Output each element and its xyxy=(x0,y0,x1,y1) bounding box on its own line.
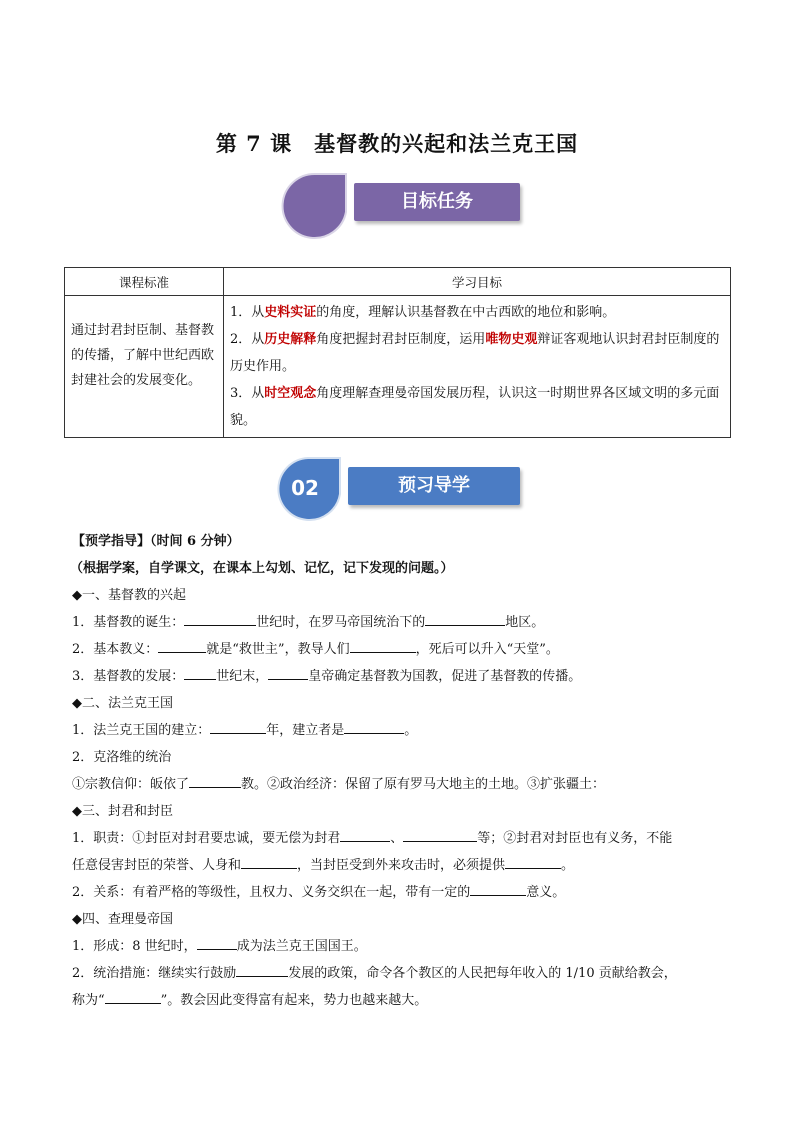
s1-line-2: 2．基本教义： 就是“救世主”，教导人们 ，死后可以升入“天堂”。 xyxy=(72,636,732,663)
s3-line-2: 任意侵害封臣的荣誉、人身和 ，当封臣受到外来攻击时，必须提供 。 xyxy=(72,852,732,879)
banner-preview-circle xyxy=(272,456,344,522)
section-2-heading: ◆二、法兰克王国 xyxy=(72,696,173,711)
fill-blank[interactable] xyxy=(470,881,526,896)
objectives-table xyxy=(64,267,731,438)
section-1-heading: ◆一、基督教的兴起 xyxy=(72,588,186,603)
banner-preview-label: 预习导学 xyxy=(348,467,520,505)
curriculum-standard-text: 通过封君封臣制、基督教的传播，了解中世纪西欧封建社会的发展变化。 xyxy=(65,296,224,438)
fill-blank[interactable] xyxy=(403,827,477,842)
fill-blank[interactable] xyxy=(340,827,390,842)
guide-heading: 【预学指导】（时间 6 分钟） xyxy=(72,534,240,549)
goal-2: 2．从历史解释角度把握封君封臣制度，运用唯物史观辩证客观地认识封君封臣制度的历史作用。 xyxy=(230,332,720,374)
fill-blank[interactable] xyxy=(184,665,216,680)
s2-line-1: 1．法兰克王国的建立： 年，建立者是 。 xyxy=(72,717,732,744)
fill-blank[interactable] xyxy=(105,989,161,1004)
table-header-standard: 课程标准 xyxy=(65,268,224,296)
s1-line-1: 1．基督教的诞生： 世纪时，在罗马帝国统治下的 地区。 xyxy=(72,609,732,636)
preview-content xyxy=(72,528,732,1014)
learning-goals xyxy=(224,296,731,438)
fill-blank[interactable] xyxy=(505,854,561,869)
guide-instruction: （根据学案，自学课文，在课本上勾划、记忆，记下发现的问题。） xyxy=(70,561,454,576)
fill-blank[interactable] xyxy=(344,719,404,734)
section-3-heading: ◆三、封君和封臣 xyxy=(72,804,173,819)
s3-line-3: 2．关系：有着严格的等级性，且权力、义务交织在一起，带有一定的 意义。 xyxy=(72,879,732,906)
banner-preview xyxy=(272,456,527,522)
banner-preview-number: 02 xyxy=(291,476,319,500)
fill-blank[interactable] xyxy=(158,638,206,653)
fill-blank[interactable] xyxy=(236,962,288,977)
goal-1: 1．从史料实证的角度，理解认识基督教在中古西欧的地位和影响。 xyxy=(230,305,616,320)
s1-line-3: 3．基督教的发展： 世纪末， 皇帝确定基督教为国教，促进了基督教的传播。 xyxy=(72,663,732,690)
fill-blank[interactable] xyxy=(184,611,256,626)
banner-goals-label: 目标任务 xyxy=(354,183,520,221)
fill-blank[interactable] xyxy=(268,665,308,680)
section-4-heading: ◆四、查理曼帝国 xyxy=(72,912,173,927)
banner-goals-circle xyxy=(280,172,350,240)
s3-line-1: 1．职责：①封臣对封君要忠诚，要无偿为封君 、 等；②封君对封臣也有义务，不能 xyxy=(72,825,732,852)
s2-line-3: ①宗教信仰：皈依了 教。②政治经济：保留了原有罗马大地主的土地。③扩张疆土： xyxy=(72,771,732,798)
goal-3: 3．从时空观念角度理解查理曼帝国发展历程，认识这一时期世界各区域文明的多元面貌。 xyxy=(230,386,720,428)
page-title: 第 7 课 基督教的兴起和法兰克王国 xyxy=(215,131,579,156)
s4-line-1: 1．形成：8 世纪时， 成为法兰克王国国王。 xyxy=(72,933,732,960)
banner-goals xyxy=(280,172,525,240)
s4-line-3: 称为“ ”。教会因此变得富有起来，势力也越来越大。 xyxy=(72,987,732,1014)
fill-blank[interactable] xyxy=(210,719,266,734)
s4-line-2: 2．统治措施：继续实行鼓励 发展的政策，命令各个教区的人民把每年收入的 1/10 贡献给教会， xyxy=(72,960,732,987)
fill-blank[interactable] xyxy=(197,935,237,950)
fill-blank[interactable] xyxy=(241,854,297,869)
table-header-goals: 学习目标 xyxy=(224,268,731,296)
s2-line-2: 2．克洛维的统治 xyxy=(72,750,172,765)
fill-blank[interactable] xyxy=(189,773,241,788)
fill-blank[interactable] xyxy=(425,611,505,626)
fill-blank[interactable] xyxy=(350,638,416,653)
